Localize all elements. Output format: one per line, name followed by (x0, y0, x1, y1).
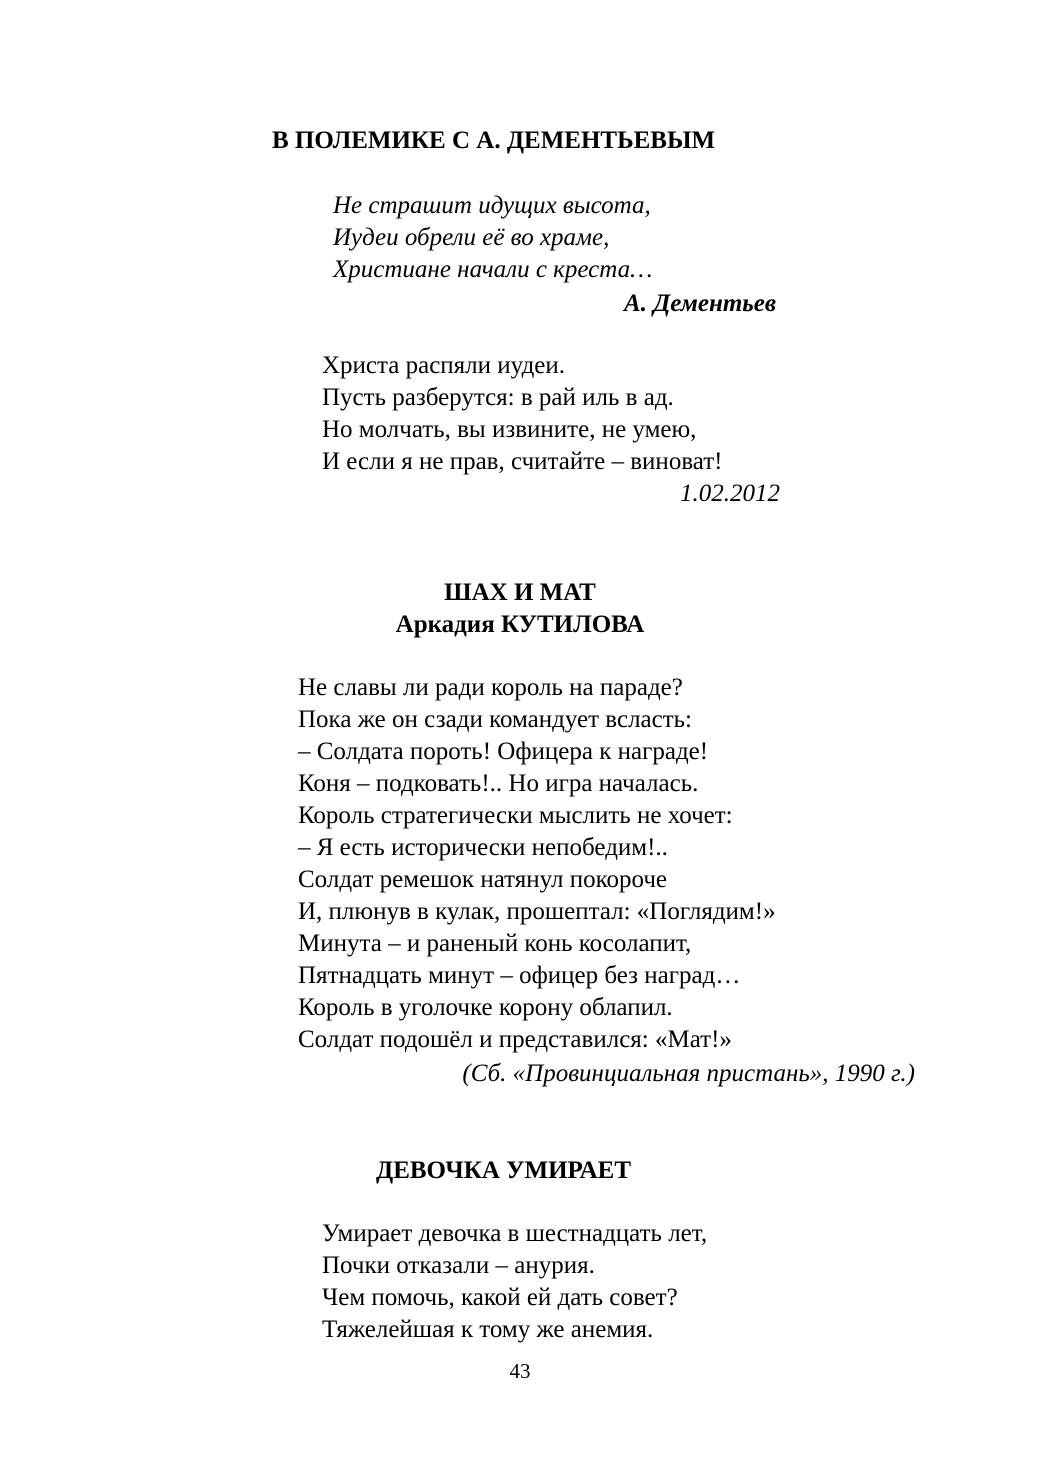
poem-line: Чем помочь, какой ей дать совет? (322, 1284, 678, 1311)
epigraph (333, 190, 652, 286)
poem-line: Но молчать, вы извините, не умею, (322, 416, 697, 443)
poem-line: Минута – и раненый конь косолапит, (298, 930, 692, 957)
poem-line: Тяжелейшая к тому же анемия. (322, 1316, 654, 1343)
poem-body (322, 1218, 707, 1346)
poem-body (298, 672, 776, 1056)
poem-line: Король стратегически мыслить не хочет: (298, 802, 733, 829)
epigraph-line: Не страшит идущих высота, (333, 192, 651, 219)
poem-title: ШАХ И МАТ (444, 579, 596, 606)
epigraph-line: Иудеи обрели её во храме, (333, 224, 610, 251)
poem-line: И, плюнув в кулак, прошептал: «Поглядим!» (298, 898, 776, 925)
poem-source: (Сб. «Провинциальная пристань», 1990 г.) (462, 1060, 915, 1087)
poem-line: – Я есть исторически непобедим!.. (298, 834, 668, 861)
poem-line: Пусть разберутся: в рай иль в ад. (322, 384, 674, 411)
poem-line: И если я не прав, считайте – виноват! (322, 448, 723, 475)
poem-line: Почки отказали – анурия. (322, 1252, 595, 1279)
poem-line: Солдат ремешок натянул покороче (298, 866, 668, 893)
poem-body (322, 350, 723, 478)
poem-title: ДЕВОЧКА УМИРАЕТ (376, 1157, 632, 1184)
poem-line: Пятнадцать минут – офицер без наград… (298, 962, 741, 989)
poem-line: Король в уголочке корону облапил. (298, 994, 673, 1021)
poem-line: Умирает девочка в шестнадцать лет, (322, 1220, 708, 1247)
poem-line: Не славы ли ради король на параде? (298, 674, 683, 701)
page-number: 43 (509, 1359, 531, 1383)
epigraph-author: А. Дементьев (624, 290, 776, 317)
poem-date: 1.02.2012 (680, 480, 780, 507)
poem-line: Коня – подковать!.. Но игра началась. (298, 770, 699, 797)
poem-subtitle: Аркадия КУТИЛОВА (395, 611, 645, 638)
poem-line: Христа распяли иудеи. (322, 352, 566, 379)
poem-line: Солдат подошёл и представился: «Мат!» (298, 1026, 732, 1053)
poem-title: В ПОЛЕМИКЕ С А. ДЕМЕНТЬЕВЫМ (272, 127, 716, 154)
poem-line: – Солдата пороть! Офицера к награде! (298, 738, 709, 765)
poem-line: Пока же он сзади командует всласть: (298, 706, 693, 733)
epigraph-line: Христиане начали с креста… (333, 256, 653, 283)
